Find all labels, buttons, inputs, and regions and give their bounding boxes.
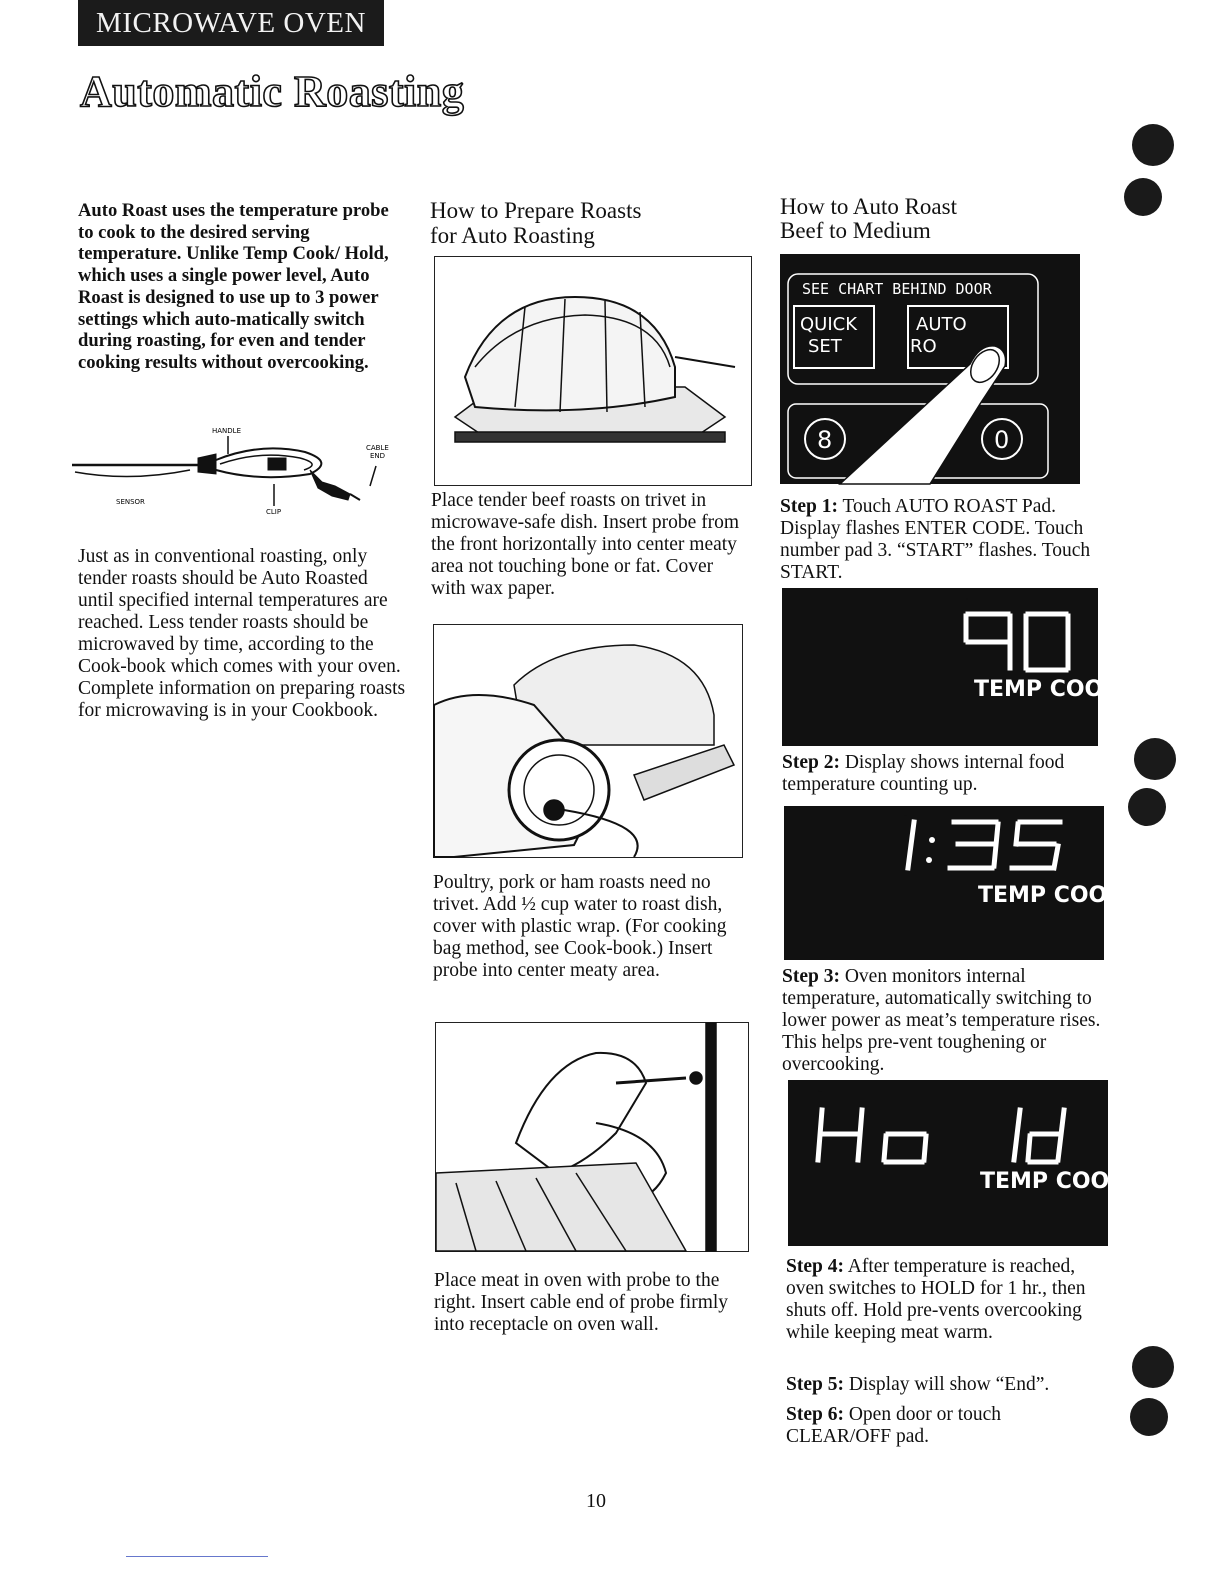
key-8: 8 [817,426,833,454]
probe-illustration [72,436,376,506]
right-heading-line2: Beef to Medium [780,218,931,243]
step-3-text: Oven monitors internal temperature, automatically switching to lower power as meat’s temperature rises. This helps pre-vent toughening or overcooking. [782,966,1101,1075]
illustration-poultry-roast [433,624,743,858]
page-number: 10 [586,1490,606,1512]
step-4-text: After temperature is reached, oven switches to HOLD for 1 hr., then shuts off. Hold pre-vents overcooking while keeping meat warm. [786,1256,1086,1343]
page-title: Automatic Roasting [80,67,465,116]
footer-rule [126,1556,268,1557]
label-cable-end-1: CABLE [366,444,389,452]
caption-plug: Place meat in oven with probe to the right. Insert cable end of probe firmly into receptacle on oven wall. [434,1270,729,1335]
step-5 [786,1374,1106,1396]
label-sensor: SENSOR [116,498,145,506]
binder-hole [1132,1346,1174,1388]
caption-trivet: Place tender beef roasts on trivet in microwave-safe dish. Insert probe from the front horizontally into center meaty area not touching bone or fat. Cover with wax paper. [431,490,740,599]
auto-roast-line1: AUTO [916,314,967,335]
label-cable-end-2: END [370,452,386,460]
step-3-label: Step 3: [782,966,840,987]
step-2-text: Display shows internal food temperature counting up. [782,752,1065,795]
auto-roast-line2: RO [910,336,937,357]
middle-heading-line2: for Auto Roasting [430,223,595,248]
display-time-readout [784,806,1125,960]
display-2-readout: 1:35 [904,815,908,817]
middle-heading-line1: How to Prepare Roasts [430,198,642,223]
binder-hole [1130,1398,1168,1436]
step-2 [782,752,1100,796]
display-hold-readout [788,1080,1127,1246]
step-5-label: Step 5: [786,1374,844,1395]
step-6-label: Step 6: [786,1404,844,1425]
right-heading-line1: How to Auto Roast [780,194,957,219]
binder-hole [1134,738,1176,780]
control-panel-illustration [780,254,1086,484]
display-1-readout: 90 [966,599,968,601]
step-3 [782,966,1102,1076]
caption-poultry: Poultry, pork or ham roasts need no trivet. Add ½ cup water to roast dish, cover with plastic wrap. (For cooking bag method, see Cook-book.) Insert probe into center meaty area. [433,872,727,981]
probe-diagram [60,420,400,530]
quick-set-line1: QUICK [800,314,858,335]
section-tag: MICROWAVE OVEN [78,0,384,46]
illustration-roast-on-trivet [434,256,752,486]
binder-hole [1128,788,1166,826]
display-3-temp-cook: TEMP COOK [980,1169,1127,1194]
key-0: 0 [994,426,1010,454]
display-temp-readout [782,588,1121,746]
step-4 [786,1256,1096,1344]
step-1 [780,496,1098,584]
step-6-text: Open door or touch CLEAR/OFF pad. [786,1404,1002,1447]
step-1-label: Step 1: [780,496,838,517]
label-handle: HANDLE [212,427,242,435]
step-6 [786,1404,1086,1448]
binder-hole [1132,124,1174,166]
illustration-probe-plug [435,1022,749,1252]
display-2-temp-cook: TEMP COOK [978,883,1125,908]
display-3-readout: Hold [818,1091,822,1093]
step-5-text: Display will show “End”. [848,1374,1050,1395]
left-body-paragraph: Just as in conventional roasting, only tender roasts should be Auto Roasted until specified internal temperatures are reached. Less tender roasts should be microwaved by time, according to the Cook-book which comes with your oven. Complete information on preparing roasts for microwaving is in your Cookbook. [78,546,406,721]
step-4-label: Step 4: [786,1256,844,1277]
step-1-text: Touch AUTO ROAST Pad. Display flashes ENTER CODE. Touch number pad 3. “START” flashes. Touch START. [780,496,1091,583]
intro-paragraph: Auto Roast uses the temperature probe to cook to the desired serving temperature. Unlike Temp Cook/ Hold, which uses a single power level, Auto Roast is designed to use up to 3 power settings which auto-matically switch during roasting, for even and tender cooking results without overcooking. [78,200,389,373]
label-clip: CLIP [266,508,282,516]
chart-behind-door-label: SEE CHART BEHIND DOOR [802,280,992,298]
step-2-label: Step 2: [782,752,840,773]
binder-hole [1124,178,1162,216]
display-1-temp-cook: TEMP COOK [974,677,1121,702]
quick-set-line2: SET [808,336,842,357]
